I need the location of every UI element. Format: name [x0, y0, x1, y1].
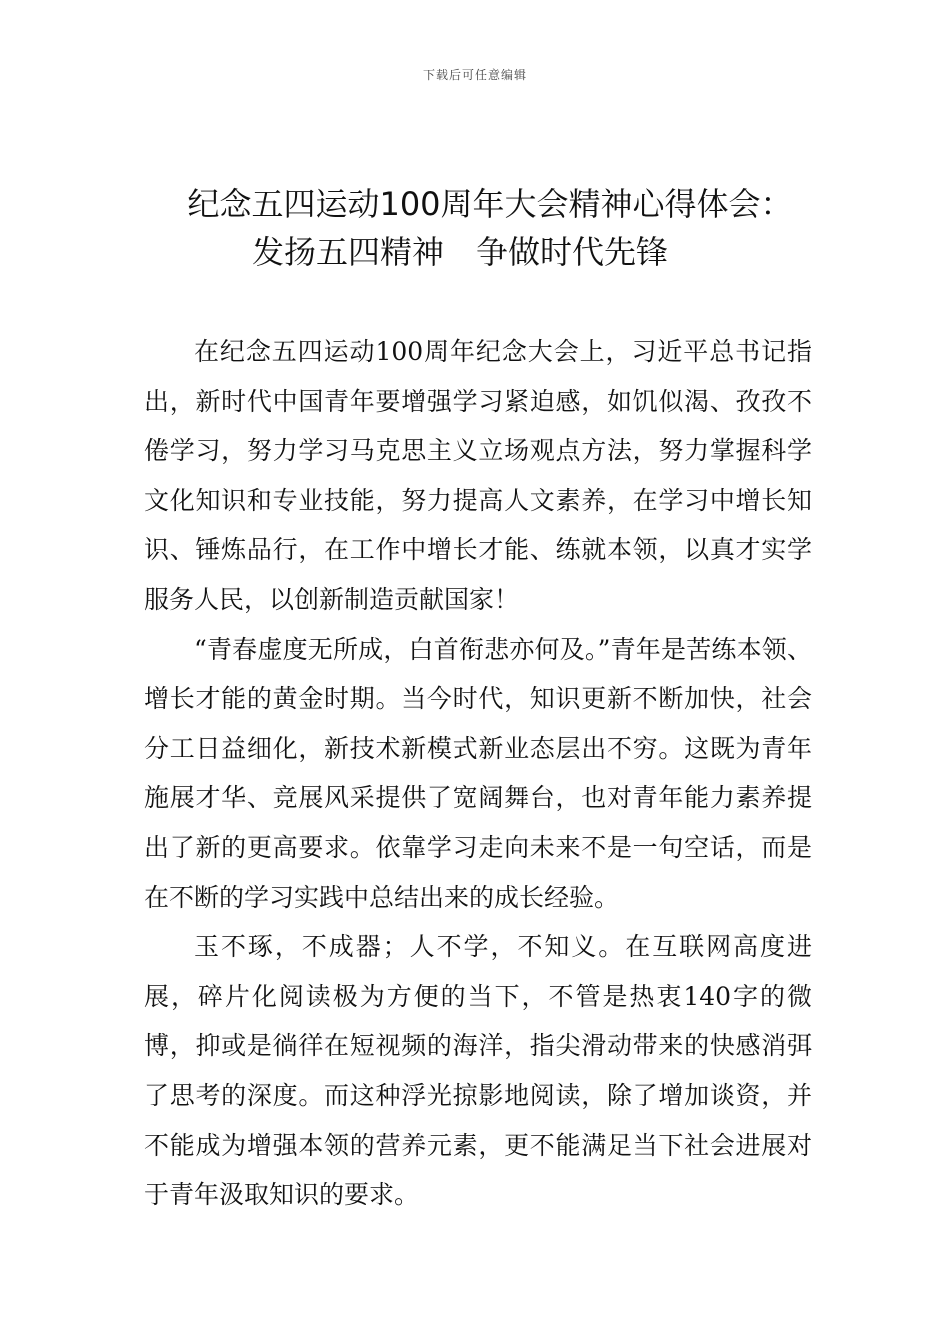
- paragraph-2: “青春虚度无所成，白首衔悲亦何及。”青年是苦练本领、增长才能的黄金时期。当今时代，知识更新不断加快，社会分工日益细化，新技术新模式新业态层出不穷。这既为青年施展才华、竞展风采提供了宽阔舞台，也对青年能力素养提出了新的更高要求。依靠学习走向未来不是一句空话，而是在不断的学习实践中总结出来的成长经验。: [144, 634, 812, 912]
- paragraph-3: 玉不琢，不成器；人不学，不知义。在互联网高度进展，碎片化阅读极为方便的当下，不管是热衷140字的微博，抑或是徜徉在短视频的海洋，指尖滑动带来的快感消弭了思考的深度。而这种浮光掠影地阅读，除了增加谈资，并不能成为增强本领的营养元素，更不能满足当下社会进展对于青年汲取知识的要求。: [144, 932, 812, 1210]
- title-line-1: 纪念五四运动100周年大会精神心得体会：: [187, 185, 793, 223]
- header-note: 下载后可任意编辑: [422, 68, 527, 82]
- document-title: [100, 180, 850, 276]
- title-line-2: 发扬五四精神 争做时代先锋: [251, 233, 668, 271]
- paragraph-1: 在纪念五四运动100周年纪念大会上，习近平总书记指出，新时代中国青年要增强学习紧迫感，如饥似渴、孜孜不倦学习，努力学习马克思主义立场观点方法，努力掌握科学文化知识和专业技能，努力提高人文素养，在学习中增长知识、锤炼品行，在工作中增长才能、练就本领，以真才实学服务人民，以创新制造贡献国家！: [144, 337, 812, 614]
- document-body: [144, 327, 812, 1220]
